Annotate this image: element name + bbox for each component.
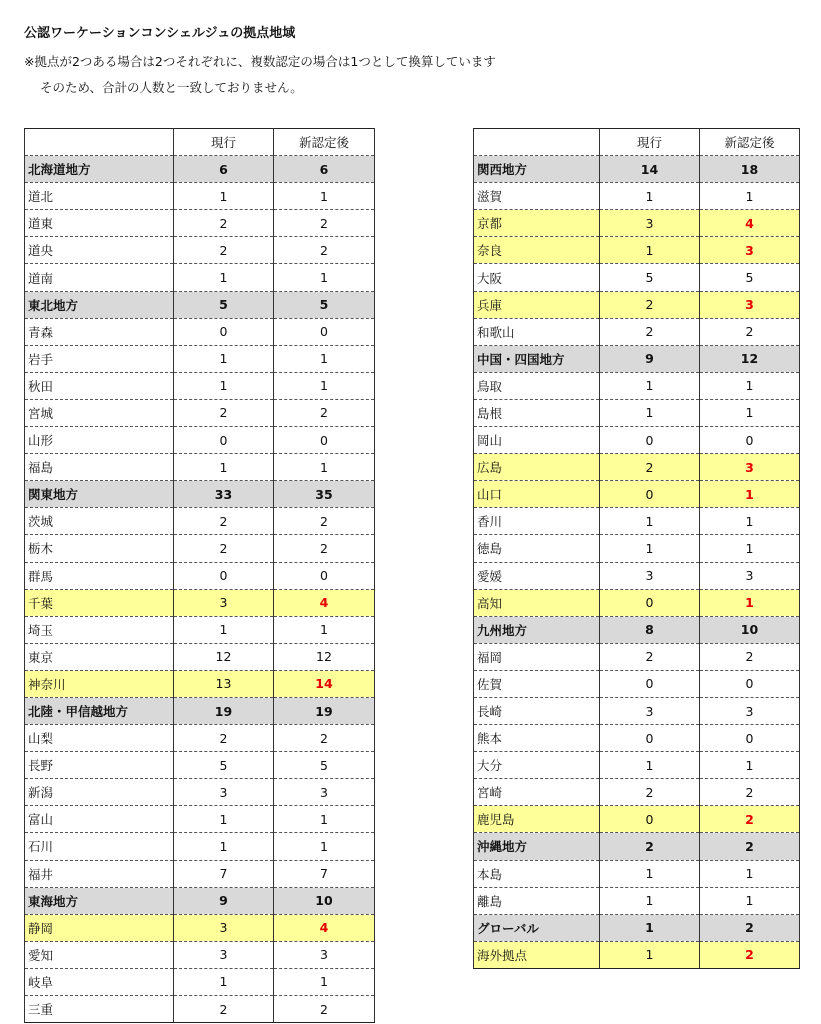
note-line-2: そのため、合計の人数と一致しておりません。 [40,80,303,95]
area-name-cell: 北陸・甲信越地方 [25,697,174,724]
new-count-cell: 2 [274,535,375,562]
new-count-cell: 2 [700,914,800,941]
current-count-cell: 1 [174,454,274,481]
prefecture-row [25,860,375,887]
prefecture-row [474,318,800,345]
area-name-cell: 東京 [25,643,174,670]
area-name-cell: 島根 [474,399,600,426]
header-after: 新認定後 [700,129,800,156]
prefecture-row [25,399,375,426]
new-count-cell: 5 [700,264,800,291]
current-count-cell: 1 [600,860,700,887]
prefecture-row-highlighted [474,941,800,968]
current-count-cell: 1 [174,968,274,995]
prefecture-row [474,887,800,914]
area-name-cell: 千葉 [25,589,174,616]
new-count-cell: 4 [274,914,375,941]
current-count-cell: 9 [600,345,700,372]
current-count-cell: 3 [600,697,700,724]
area-name-cell: 鳥取 [474,372,600,399]
area-name-cell: 長崎 [474,697,600,724]
prefecture-row [474,508,800,535]
current-count-cell: 1 [174,833,274,860]
area-name-cell: 長野 [25,752,174,779]
new-count-cell: 3 [700,697,800,724]
current-count-cell: 3 [174,779,274,806]
prefecture-row [474,697,800,724]
area-name-cell: 広島 [474,454,600,481]
current-count-cell: 1 [600,183,700,210]
prefecture-row [25,535,375,562]
new-count-cell: 0 [274,562,375,589]
new-count-cell: 1 [274,372,375,399]
current-count-cell: 2 [174,237,274,264]
current-count-cell: 2 [600,779,700,806]
current-count-cell: 1 [174,183,274,210]
current-count-cell: 2 [174,996,274,1023]
area-name-cell: 海外拠点 [474,941,600,968]
new-count-cell: 6 [274,156,375,183]
current-count-cell: 1 [174,616,274,643]
area-name-cell: 関西地方 [474,156,600,183]
prefecture-row-highlighted [474,454,800,481]
current-count-cell: 2 [174,399,274,426]
area-name-cell: 中国・四国地方 [474,345,600,372]
new-count-cell: 18 [700,156,800,183]
current-count-cell: 2 [600,643,700,670]
prefecture-row-highlighted [25,914,375,941]
new-count-cell: 4 [274,589,375,616]
area-name-cell: 富山 [25,806,174,833]
prefecture-row-highlighted [474,210,800,237]
area-name-cell: 宮城 [25,399,174,426]
prefecture-row [25,237,375,264]
new-count-cell: 2 [274,237,375,264]
new-count-cell: 2 [700,318,800,345]
new-count-cell: 12 [700,345,800,372]
current-count-cell: 5 [600,264,700,291]
area-name-cell: 本島 [474,860,600,887]
area-name-cell: 九州地方 [474,616,600,643]
region-row [25,481,375,508]
prefecture-row [25,833,375,860]
region-row [25,291,375,318]
current-count-cell: 1 [174,372,274,399]
area-name-cell: 栃木 [25,535,174,562]
current-count-cell: 2 [174,535,274,562]
prefecture-row [25,454,375,481]
prefecture-row-highlighted [474,291,800,318]
current-count-cell: 1 [174,806,274,833]
current-count-cell: 1 [174,345,274,372]
current-count-cell: 1 [600,752,700,779]
prefecture-row [25,941,375,968]
current-count-cell: 1 [600,237,700,264]
area-name-cell: 愛知 [25,941,174,968]
current-count-cell: 3 [174,914,274,941]
area-name-cell: 道北 [25,183,174,210]
new-count-cell: 35 [274,481,375,508]
new-count-cell: 2 [700,806,800,833]
current-count-cell: 1 [600,372,700,399]
area-name-cell: 福島 [25,454,174,481]
area-name-cell: 東北地方 [25,291,174,318]
current-count-cell: 3 [600,210,700,237]
prefecture-row-highlighted [474,806,800,833]
current-count-cell: 0 [600,670,700,697]
region-row [25,697,375,724]
area-name-cell: 新潟 [25,779,174,806]
prefecture-row [25,345,375,372]
new-count-cell: 19 [274,697,375,724]
new-count-cell: 2 [700,941,800,968]
region-row [25,887,375,914]
area-name-cell: 大分 [474,752,600,779]
page-title: 公認ワーケーションコンシェルジュの拠点地域 [24,26,296,41]
new-count-cell: 1 [700,887,800,914]
table-header-row [474,129,800,156]
header-after: 新認定後 [274,129,375,156]
current-count-cell: 3 [174,589,274,616]
area-name-cell: 大阪 [474,264,600,291]
prefecture-row [25,183,375,210]
prefecture-row [474,399,800,426]
area-name-cell: 北海道地方 [25,156,174,183]
current-count-cell: 13 [174,670,274,697]
prefecture-row [25,264,375,291]
new-count-cell: 1 [274,616,375,643]
prefecture-row [25,996,375,1023]
new-count-cell: 3 [274,779,375,806]
note-line-1: ※拠点が2つある場合は2つそれぞれに、複数認定の場合は1つとして換算しています [24,54,496,69]
area-name-cell: 離島 [474,887,600,914]
current-count-cell: 14 [600,156,700,183]
new-count-cell: 1 [274,454,375,481]
current-count-cell: 3 [174,941,274,968]
prefecture-row [25,725,375,752]
area-name-cell: 和歌山 [474,318,600,345]
new-count-cell: 0 [700,670,800,697]
header-current: 現行 [600,129,700,156]
new-count-cell: 1 [274,806,375,833]
current-count-cell: 0 [600,427,700,454]
new-count-cell: 3 [700,237,800,264]
new-count-cell: 3 [274,941,375,968]
new-count-cell: 1 [700,183,800,210]
area-name-cell: 山口 [474,481,600,508]
new-count-cell: 2 [700,643,800,670]
current-count-cell: 2 [600,454,700,481]
current-count-cell: 2 [174,725,274,752]
area-name-cell: 鹿児島 [474,806,600,833]
area-name-cell: 京都 [474,210,600,237]
new-count-cell: 2 [700,779,800,806]
new-count-cell: 2 [274,508,375,535]
area-name-cell: 兵庫 [474,291,600,318]
current-count-cell: 7 [174,860,274,887]
new-count-cell: 1 [274,345,375,372]
new-count-cell: 10 [700,616,800,643]
new-count-cell: 1 [700,481,800,508]
prefecture-row [474,372,800,399]
region-row [474,156,800,183]
prefecture-row [25,968,375,995]
prefecture-row-highlighted [25,589,375,616]
region-row [474,345,800,372]
prefecture-row [474,643,800,670]
area-name-cell: 宮崎 [474,779,600,806]
current-count-cell: 1 [600,508,700,535]
prefecture-row [474,725,800,752]
header-region-cell [474,129,600,156]
area-name-cell: 福岡 [474,643,600,670]
area-name-cell: 徳島 [474,535,600,562]
current-count-cell: 1 [600,914,700,941]
new-count-cell: 1 [274,264,375,291]
current-count-cell: 0 [600,725,700,752]
current-count-cell: 5 [174,752,274,779]
current-count-cell: 8 [600,616,700,643]
current-count-cell: 2 [600,318,700,345]
new-count-cell: 3 [700,291,800,318]
current-count-cell: 0 [600,589,700,616]
area-name-cell: 岡山 [474,427,600,454]
new-count-cell: 10 [274,887,375,914]
new-count-cell: 0 [700,427,800,454]
current-count-cell: 0 [174,427,274,454]
area-name-cell: グローバル [474,914,600,941]
new-count-cell: 7 [274,860,375,887]
area-name-cell: 愛媛 [474,562,600,589]
current-count-cell: 1 [174,264,274,291]
prefecture-row-highlighted [474,589,800,616]
current-count-cell: 12 [174,643,274,670]
current-count-cell: 2 [174,210,274,237]
area-name-cell: 奈良 [474,237,600,264]
area-name-cell: 福井 [25,860,174,887]
new-count-cell: 2 [274,399,375,426]
area-name-cell: 茨城 [25,508,174,535]
new-count-cell: 2 [274,210,375,237]
new-count-cell: 1 [274,833,375,860]
area-name-cell: 滋賀 [474,183,600,210]
left-region-table [24,128,375,1023]
new-count-cell: 0 [274,427,375,454]
new-count-cell: 4 [700,210,800,237]
current-count-cell: 5 [174,291,274,318]
current-count-cell: 19 [174,697,274,724]
area-name-cell: 静岡 [25,914,174,941]
area-name-cell: 三重 [25,996,174,1023]
new-count-cell: 2 [274,996,375,1023]
area-name-cell: 高知 [474,589,600,616]
prefecture-row [474,752,800,779]
prefecture-row-highlighted [474,237,800,264]
area-name-cell: 道央 [25,237,174,264]
prefecture-row [474,427,800,454]
prefecture-row [474,860,800,887]
current-count-cell: 2 [600,833,700,860]
new-count-cell: 1 [700,399,800,426]
area-name-cell: 東海地方 [25,887,174,914]
current-count-cell: 1 [600,399,700,426]
new-count-cell: 1 [700,589,800,616]
prefecture-row [25,779,375,806]
prefecture-row [474,535,800,562]
region-row [474,914,800,941]
area-name-cell: 山形 [25,427,174,454]
right-region-table [473,128,800,969]
prefecture-row [25,752,375,779]
table-header-row [25,129,375,156]
current-count-cell: 2 [174,508,274,535]
header-region-cell [25,129,174,156]
prefecture-row [25,318,375,345]
new-count-cell: 1 [700,860,800,887]
area-name-cell: 神奈川 [25,670,174,697]
new-count-cell: 5 [274,291,375,318]
new-count-cell: 12 [274,643,375,670]
new-count-cell: 1 [700,752,800,779]
area-name-cell: 青森 [25,318,174,345]
area-name-cell: 香川 [474,508,600,535]
area-name-cell: 群馬 [25,562,174,589]
new-count-cell: 0 [274,318,375,345]
current-count-cell: 2 [600,291,700,318]
area-name-cell: 道東 [25,210,174,237]
prefecture-row [25,806,375,833]
region-row [474,833,800,860]
area-name-cell: 関東地方 [25,481,174,508]
new-count-cell: 2 [700,833,800,860]
prefecture-row [474,779,800,806]
prefecture-row [474,264,800,291]
area-name-cell: 道南 [25,264,174,291]
current-count-cell: 1 [600,535,700,562]
prefecture-row [25,616,375,643]
new-count-cell: 3 [700,562,800,589]
prefecture-row [474,562,800,589]
area-name-cell: 埼玉 [25,616,174,643]
new-count-cell: 0 [700,725,800,752]
area-name-cell: 沖縄地方 [474,833,600,860]
current-count-cell: 33 [174,481,274,508]
area-name-cell: 岐阜 [25,968,174,995]
new-count-cell: 1 [274,183,375,210]
new-count-cell: 1 [700,535,800,562]
new-count-cell: 14 [274,670,375,697]
current-count-cell: 1 [600,941,700,968]
current-count-cell: 3 [600,562,700,589]
new-count-cell: 1 [700,508,800,535]
current-count-cell: 1 [600,887,700,914]
prefecture-row [25,427,375,454]
current-count-cell: 9 [174,887,274,914]
area-name-cell: 熊本 [474,725,600,752]
area-name-cell: 岩手 [25,345,174,372]
new-count-cell: 2 [274,725,375,752]
prefecture-row [474,670,800,697]
new-count-cell: 1 [700,372,800,399]
area-name-cell: 山梨 [25,725,174,752]
prefecture-row-highlighted [25,670,375,697]
current-count-cell: 6 [174,156,274,183]
area-name-cell: 秋田 [25,372,174,399]
prefecture-row [25,372,375,399]
current-count-cell: 0 [600,806,700,833]
prefecture-row [25,508,375,535]
new-count-cell: 1 [274,968,375,995]
area-name-cell: 石川 [25,833,174,860]
current-count-cell: 0 [174,562,274,589]
region-row [25,156,375,183]
region-row [474,616,800,643]
prefecture-row [474,183,800,210]
new-count-cell: 5 [274,752,375,779]
header-current: 現行 [174,129,274,156]
new-count-cell: 3 [700,454,800,481]
area-name-cell: 佐賀 [474,670,600,697]
prefecture-row-highlighted [474,481,800,508]
prefecture-row [25,643,375,670]
prefecture-row [25,210,375,237]
current-count-cell: 0 [174,318,274,345]
prefecture-row [25,562,375,589]
current-count-cell: 0 [600,481,700,508]
